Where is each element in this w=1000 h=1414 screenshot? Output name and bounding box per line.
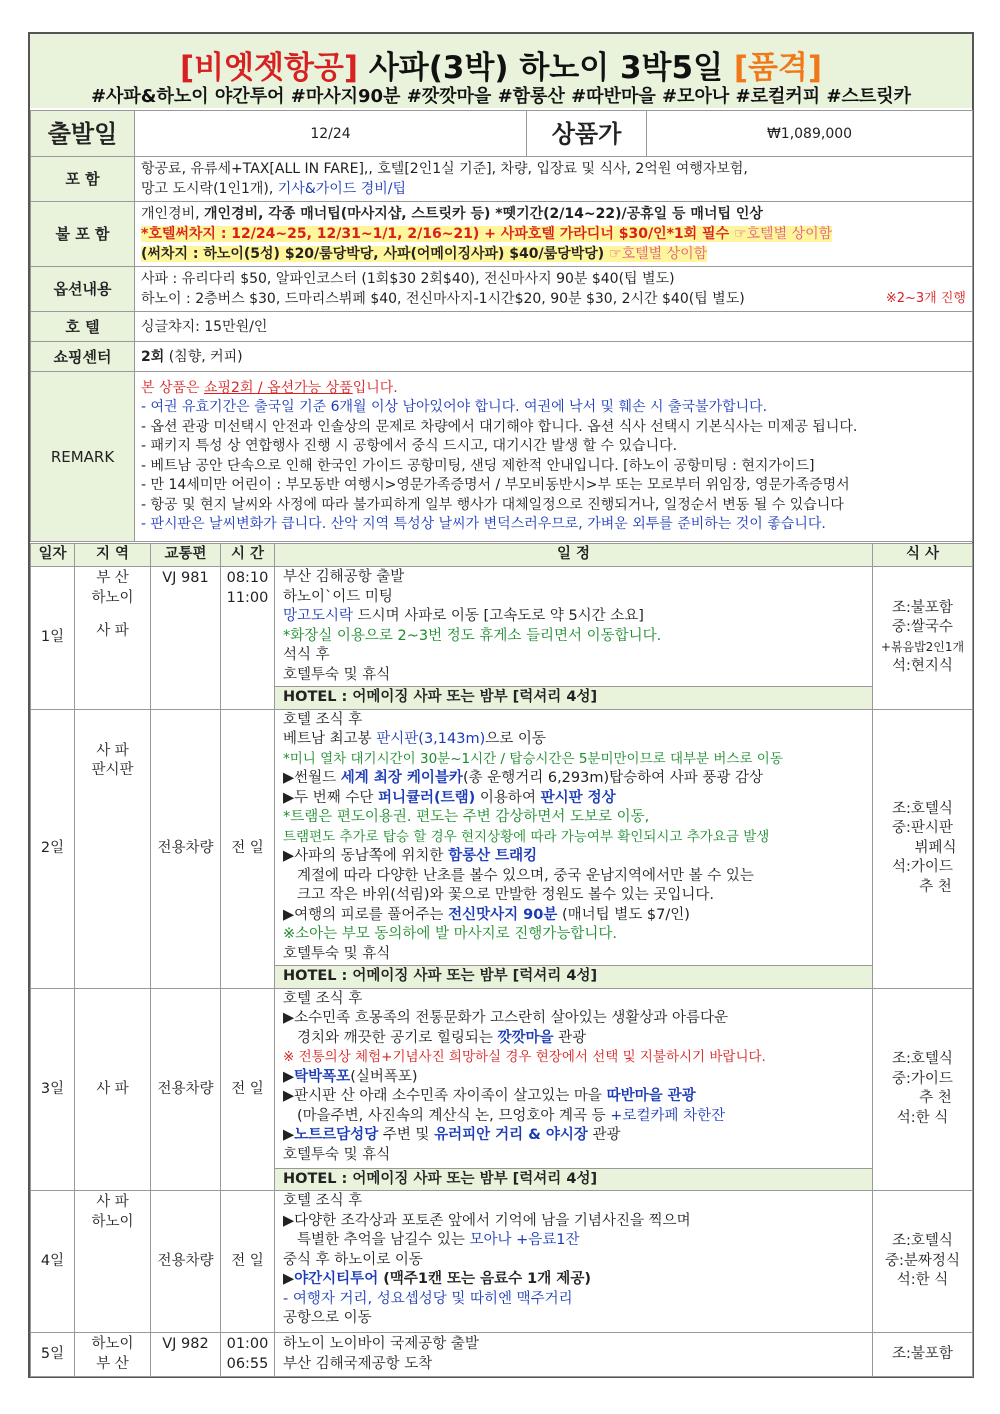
itin-text: 으로 이동 bbox=[485, 731, 546, 747]
itin-line bbox=[283, 769, 864, 789]
time-line: 06:55 bbox=[226, 1355, 269, 1372]
itin-line: 하노이 노이바이 국제공항 출발 bbox=[283, 1336, 479, 1352]
itin-text: 주변 및 bbox=[378, 1127, 435, 1143]
meal-line: 뷔페식 bbox=[914, 839, 957, 856]
itin-highlight: 노트르담성당 bbox=[294, 1127, 379, 1143]
day5-itinerary bbox=[275, 1333, 873, 1377]
meal-line: 조:호텔식 bbox=[892, 1233, 953, 1250]
time-line: 11:00 bbox=[226, 589, 269, 606]
shopping-text bbox=[135, 342, 973, 372]
time-line: 01:00 bbox=[226, 1336, 269, 1352]
option-label: 옵션내용 bbox=[31, 267, 135, 312]
include-line: 항공료, 유류세+TAX[ALL IN FARE],, 호텔[2인1실 기준], 차량, 입장료 및 식사, 2억원 여행자보험, bbox=[141, 161, 748, 177]
option-line bbox=[141, 289, 966, 309]
day2-row bbox=[31, 709, 973, 966]
itin-line: *미니 열차 대기시간이 30분~1시간 / 탑승시간은 5분미만이므로 대부분 버스로 이동 bbox=[283, 750, 783, 767]
itin-line bbox=[283, 906, 864, 926]
meal-line: 조:호텔식 bbox=[892, 1051, 953, 1068]
hotel-varies-note: ☞호텔별 상이함 bbox=[733, 226, 833, 242]
itin-text: 드시며 사파로 이동 [고속도로 약 5시간 소요] bbox=[353, 608, 644, 624]
exclude-text bbox=[135, 202, 973, 267]
itin-line: 호텔 조식 후 bbox=[283, 990, 363, 1007]
shopping-count: 2회 bbox=[141, 348, 165, 365]
day4-time: 전 일 bbox=[221, 1191, 275, 1333]
meal-line: 석:한 식 bbox=[896, 1272, 949, 1289]
meal-line: 중:분짜정식 bbox=[885, 1252, 960, 1269]
day4-meal bbox=[873, 1191, 973, 1333]
itin-line bbox=[283, 789, 864, 809]
day1-itinerary bbox=[275, 567, 873, 687]
itin-line: ※ 전통의상 체험+기념사진 희망하실 경우 현장에서 선택 및 지불하시기 바랍니다. bbox=[283, 1049, 766, 1065]
itin-text: ▶ bbox=[283, 1271, 295, 1287]
itin-line: 호텔투숙 및 휴식 bbox=[283, 1146, 391, 1163]
itin-highlight: 깟깟마을 bbox=[497, 1029, 554, 1046]
itin-text: (매너팁 별도 $7/인) bbox=[557, 906, 690, 923]
include-text bbox=[135, 157, 973, 202]
day5-meal: 조:불포함 bbox=[873, 1333, 973, 1377]
day2-label: 2일 bbox=[31, 709, 75, 988]
day1-meal bbox=[873, 567, 973, 710]
day1-region bbox=[75, 567, 151, 710]
day5-time bbox=[221, 1333, 275, 1377]
include-line-a: 망고 도시락(1인1개), bbox=[141, 181, 278, 197]
itin-text: ▶여행의 피로를 풀어주는 bbox=[283, 906, 449, 923]
region-line: 판시판 bbox=[91, 762, 134, 778]
remark-text bbox=[135, 372, 973, 542]
itin-highlight: 야간시티투어 bbox=[294, 1271, 379, 1287]
itin-line: ▶다양한 조각상과 포토존 앞에서 기억에 남을 기념사진을 찍으며 bbox=[283, 1212, 691, 1229]
exclude-line bbox=[141, 204, 966, 224]
day3-transport: 전용차량 bbox=[151, 988, 221, 1191]
exclude-line bbox=[141, 224, 966, 244]
tour-name: 사파(3박) 하노이 3박5일 bbox=[368, 50, 724, 86]
remark-line: - 여권 유효기간은 출국일 기준 6개월 이상 남아있어야 합니다. 여권에 낙서 및 훼손 시 출국불가합니다. bbox=[141, 399, 768, 415]
day2-itinerary bbox=[275, 709, 873, 966]
itin-text: ▶두 번째 수단 bbox=[283, 789, 379, 806]
itin-line bbox=[283, 1087, 864, 1107]
remark-line: - 판시판은 날씨변화가 큽니다. 산악 지역 특성상 날씨가 변덕스러우므로, 가벼운 외투를 준비하는 것이 좋습니다. bbox=[141, 516, 826, 532]
meal-line: 중:가이드 bbox=[892, 1070, 953, 1087]
shopping-label: 쇼핑센터 bbox=[31, 342, 135, 372]
itin-highlight: 퍼니큘러(트램) bbox=[378, 789, 476, 806]
meal-line: 중:판시판 bbox=[892, 820, 953, 837]
surcharge-detail: (써차지 : 하노이(5성) $20/룸당박당, 사파(어메이징사파) $40/룸당박당) bbox=[141, 246, 610, 262]
itin-line: 부산 김해공항 출발 bbox=[283, 569, 405, 585]
info-table bbox=[30, 110, 973, 542]
day3-meal bbox=[873, 988, 973, 1191]
day4-region bbox=[75, 1191, 151, 1333]
itin-text: ▶ bbox=[283, 1127, 295, 1143]
col-time: 시 간 bbox=[221, 544, 275, 567]
itin-line bbox=[283, 1270, 864, 1290]
col-meal: 식 사 bbox=[873, 544, 973, 567]
region-line: 사 파 bbox=[96, 1194, 129, 1210]
region-line: 하노이 bbox=[91, 1336, 134, 1352]
day3-row bbox=[31, 988, 973, 1168]
hotel-label: 호 텔 bbox=[31, 312, 135, 342]
itin-line: 석식 후 bbox=[283, 647, 330, 663]
region-line: 부 산 bbox=[96, 1355, 129, 1372]
itin-line: 하노이`이드 미팅 bbox=[283, 588, 393, 605]
remark-line: - 패키지 특성 상 연합행사 진행 시 공항에서 중식 드시고, 대기시간 발생 할 수 있습니다. bbox=[141, 438, 678, 454]
itin-highlight: 전신맛사지 90분 bbox=[448, 906, 558, 923]
remark-1b: 쇼핑2회 / 옵션가능 상품 bbox=[204, 379, 353, 396]
day1-hotel: HOTEL : 어메이징 사파 또는 밤부 [럭셔리 4성] bbox=[275, 687, 873, 710]
itin-line: ※소아는 부모 동의하에 발 마사지로 진행가능합니다. bbox=[283, 926, 617, 942]
itin-line: 호텔 조식 후 bbox=[283, 711, 363, 728]
day5-region bbox=[75, 1333, 151, 1377]
hotel-varies-note: ☞호텔별 상이함 bbox=[609, 246, 708, 262]
itin-text: (맥주1캔 또는 음료수 1개 제공) bbox=[378, 1271, 591, 1287]
itin-text: 관광 bbox=[587, 1127, 621, 1143]
day1-flight: VJ 981 bbox=[151, 567, 221, 710]
option-line: 사파 : 유리다리 $50, 알파인코스터 (1회$30 2회$40), 전신마사지 90분 $40(팁 별도) bbox=[141, 271, 675, 287]
day4-itinerary bbox=[275, 1191, 873, 1333]
day5-label: 5일 bbox=[31, 1333, 75, 1377]
header-banner bbox=[30, 34, 972, 108]
meal-line: +볶음밥2인1개 bbox=[880, 639, 965, 654]
exclude-line-a: 개인경비, bbox=[141, 206, 204, 222]
day2-time: 전 일 bbox=[221, 709, 275, 988]
itin-text: (마을주변, 사진속의 계산식 논, 므엉호아 계곡 등 bbox=[297, 1107, 611, 1124]
day2-region bbox=[75, 709, 151, 988]
exclude-label: 불 포 함 bbox=[31, 202, 135, 267]
remark-line: - 만 14세미만 어린이 : 부모동반 여행시>영문가족증명서 / 부모비동반시>부 또는 모로부터 위임장, 영문가족증명서 bbox=[141, 477, 850, 493]
schedule-table bbox=[30, 543, 973, 1377]
itin-highlight: 판시판 정상 bbox=[540, 789, 616, 806]
meal-line: 조:불포함 bbox=[892, 599, 953, 616]
meal-line: 석:한 식 bbox=[896, 1109, 949, 1126]
remark-label: REMARK bbox=[31, 372, 135, 542]
itin-text: 관광 bbox=[553, 1029, 587, 1046]
region-line: 사 파 bbox=[96, 742, 129, 759]
surcharge-text: *호텔써차지 : 12/24~25, 12/31~1/1, 2/16~21) + 사파호텔 가라디너 $30/인*1회 필수 bbox=[141, 226, 734, 242]
day2-transport: 전용차량 bbox=[151, 709, 221, 988]
itin-line bbox=[283, 847, 864, 867]
page-title bbox=[30, 42, 972, 87]
itin-line: 계절에 따라 다양한 난초를 볼수 있으며, 중국 운남지역에서만 볼 수 있는 bbox=[297, 867, 754, 884]
meal-line: 추 천 bbox=[919, 878, 952, 895]
itin-line: ▶소수민족 흐몽족의 전통문화가 고스란히 살아있는 생활상과 아름다운 bbox=[283, 1010, 729, 1026]
day3-region: 사 파 bbox=[75, 988, 151, 1191]
itin-text: (총 운행거리 6,293m)탑승하여 사파 풍광 감상 bbox=[462, 770, 764, 786]
region-line: 사 파 bbox=[96, 623, 129, 639]
day2-hotel: HOTEL : 어메이징 사파 또는 밤부 [럭셔리 4성] bbox=[275, 966, 873, 989]
itin-text: (실버폭포) bbox=[350, 1068, 418, 1085]
price-value: ₩1,089,000 bbox=[647, 111, 973, 157]
itin-line: 호텔투숙 및 휴식 bbox=[283, 666, 391, 683]
itin-highlight: 세계 최장 케이블카 bbox=[340, 770, 463, 786]
itin-text: ▶사파의 동남쪽에 위치한 bbox=[283, 848, 449, 864]
meal-line: 석:현지식 bbox=[892, 658, 953, 675]
hashtags: #사파&하노이 야간투어 #마사지90분 #깟깟마을 #함롱산 #따반마을 #모아나 #로컬커피 #스트릿카 bbox=[90, 86, 912, 107]
itin-line bbox=[283, 1068, 864, 1088]
day3-itinerary bbox=[275, 988, 873, 1168]
airline-label: [비엣젯항공] bbox=[179, 50, 359, 86]
itin-line: - 여행자 거리, 성요셉성당 및 따히엔 맥주거리 bbox=[283, 1290, 573, 1307]
grade-label: [품격] bbox=[733, 50, 823, 86]
itin-line: *트램은 편도이용권. 편도는 주변 감상하면서 도보로 이동, bbox=[283, 809, 650, 825]
day5-row bbox=[31, 1333, 973, 1377]
region-line: 하노이 bbox=[91, 589, 134, 606]
itin-line bbox=[283, 1231, 864, 1251]
day5-flight: VJ 982 bbox=[151, 1333, 221, 1377]
itin-highlight: 망고도시락 bbox=[283, 608, 354, 624]
departure-date: 12/24 bbox=[135, 111, 527, 157]
remark-line bbox=[141, 379, 966, 399]
itin-text: 이용하여 bbox=[475, 789, 541, 806]
region-line: 부 산 bbox=[96, 570, 129, 586]
include-label: 포 함 bbox=[31, 157, 135, 202]
remark-line: - 옵션 관광 미선택시 안전과 인솔상의 문제로 차량에서 대기해야 합니다. 옵션 식사 선택시 기본식사는 미제공 됩니다. bbox=[141, 418, 858, 435]
itin-line bbox=[283, 1126, 864, 1146]
itin-highlight: 유러피안 거리 & 야시장 bbox=[434, 1127, 588, 1143]
itin-line: 중식 후 하노이로 이동 bbox=[283, 1251, 423, 1268]
itin-highlight: 따반마을 관광 bbox=[606, 1088, 696, 1104]
itin-highlight: +로컬카페 차한잔 bbox=[610, 1107, 726, 1124]
itin-line: 부산 김해국제공항 도착 bbox=[283, 1355, 433, 1372]
col-region: 지 역 bbox=[75, 544, 151, 567]
day4-label: 4일 bbox=[31, 1191, 75, 1333]
col-day: 일자 bbox=[31, 544, 75, 567]
option-text bbox=[135, 267, 973, 312]
itin-line bbox=[283, 730, 864, 750]
remark-1c: 입니다. bbox=[352, 379, 398, 396]
remark-1a: 본 상품은 bbox=[141, 379, 204, 396]
itin-highlight: 판시판(3,143m) bbox=[376, 731, 486, 747]
itin-line: 호텔투숙 및 휴식 bbox=[283, 945, 391, 962]
remark-line: - 항공 및 현지 날씨와 사정에 따라 불가피하게 일부 행사가 대체일정으로 진행되거나, 일정순서 변동 될 수 있습니다 bbox=[141, 496, 844, 513]
meal-line: 석:가이드 bbox=[892, 859, 953, 876]
remark-line: - 베트남 공안 단속으로 인해 한국인 가이드 공항미팅, 샌딩 제한적 안내입니다. [하노이 공항미팅 : 현지가이드] bbox=[141, 457, 815, 474]
hotel-text: 싱글챠지: 15만원/인 bbox=[135, 312, 973, 342]
include-line bbox=[141, 179, 966, 199]
day1-row bbox=[31, 567, 973, 687]
option-line-text: 하노이 : 2층버스 $30, 드마리스뷔페 $40, 전신마사지-1시간$20, 90분 $30, 2시간 $40(팁 별도) bbox=[141, 291, 745, 307]
day1-label: 1일 bbox=[31, 567, 75, 710]
itin-text: 특별한 추억을 남길수 있는 bbox=[297, 1232, 470, 1248]
option-note: ※2~3개 진행 bbox=[885, 291, 966, 306]
col-transport: 교통편 bbox=[151, 544, 221, 567]
day4-row bbox=[31, 1191, 973, 1333]
itin-line: 트램편도 추가로 탑승 할 경우 현지상황에 따라 가능여부 확인되시고 추가요금 발생 bbox=[283, 828, 770, 845]
meal-line: 추 천 bbox=[919, 1090, 952, 1107]
departure-label: 출발일 bbox=[31, 111, 135, 157]
itinerary-sheet bbox=[28, 32, 974, 1378]
day4-transport: 전용차량 bbox=[151, 1191, 221, 1333]
itin-line: 호텔 조식 후 bbox=[283, 1193, 363, 1209]
itin-line: *화장실 이용으로 2~3번 정도 휴게소 들리면서 이동합니다. bbox=[283, 627, 662, 644]
itin-highlight: 함롱산 트래킹 bbox=[448, 848, 538, 864]
itin-line: 공항으로 이동 bbox=[283, 1310, 372, 1326]
itin-text: ▶썬월드 bbox=[283, 770, 341, 786]
itin-text: 베트남 최고봉 bbox=[283, 731, 377, 747]
itin-line bbox=[283, 1107, 864, 1127]
itin-line bbox=[283, 607, 864, 627]
meal-line: 중:쌀국수 bbox=[892, 619, 953, 636]
itin-highlight: 모아나 +음료1잔 bbox=[469, 1232, 580, 1248]
itin-line: 크고 작은 바위(석림)와 꽃으로 만발한 정원도 볼수 있는 곳입니다. bbox=[297, 887, 714, 903]
price-label: 상품가 bbox=[527, 111, 647, 157]
exclude-line-b: 개인경비, 각종 매너팁(마사지샵, 스트릿카 등) *뗏기간(2/14~22)/공휴일 등 매너팁 인상 bbox=[204, 206, 763, 222]
day3-hotel: HOTEL : 어메이징 사파 또는 밤부 [럭셔리 4성] bbox=[275, 1168, 873, 1191]
itin-text: ▶판시판 산 아래 소수민족 자이족이 살고있는 마을 bbox=[283, 1088, 607, 1104]
day3-label: 3일 bbox=[31, 988, 75, 1191]
day1-time bbox=[221, 567, 275, 710]
day3-time: 전 일 bbox=[221, 988, 275, 1191]
include-line-b: 기사&가이드 경비/팁 bbox=[277, 181, 407, 197]
itin-text: 경치와 깨끗한 공기로 힐링되는 bbox=[297, 1029, 498, 1046]
itin-highlight: 탁박폭포 bbox=[294, 1068, 351, 1085]
itin-line bbox=[283, 1029, 864, 1049]
region-line: 하노이 bbox=[91, 1213, 134, 1230]
col-itinerary: 일 정 bbox=[275, 544, 873, 567]
time-line: 08:10 bbox=[226, 570, 269, 586]
day2-meal bbox=[873, 709, 973, 988]
meal-line: 조:호텔식 bbox=[892, 800, 953, 817]
itin-text: ▶ bbox=[283, 1068, 295, 1085]
exclude-line bbox=[141, 244, 966, 264]
shopping-detail: (침향, 커피) bbox=[164, 348, 243, 365]
